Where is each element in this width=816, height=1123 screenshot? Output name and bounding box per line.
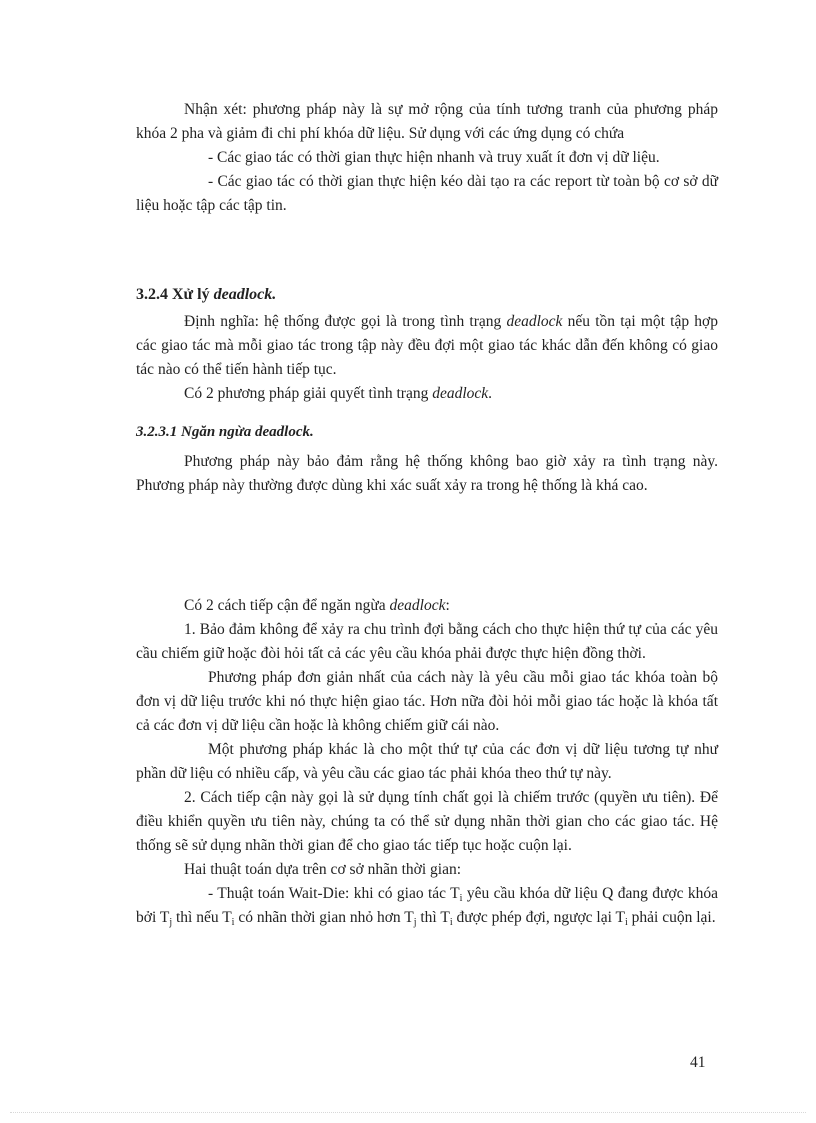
bullet-item: - Các giao tác có thời gian thực hiện nhanh và truy xuất ít đơn vị dữ liệu. bbox=[208, 149, 660, 166]
subsection-block bbox=[136, 450, 718, 498]
wait-die-paragraph: - Thuật toán Wait-Die: khi có giao tác $T_i$ yêu cầu khóa dữ liệu Q đang được khóa bởi $T_j$ thì nếu $T_i$ có nhãn thời gian nhỏ hơn $T_j$ thì $T_i$ được phép đợi, ngược lại $T_i$ phải cuộn lại. bbox=[136, 885, 719, 928]
algorithms-intro: Hai thuật toán dựa trên cơ sở nhãn thời gian: bbox=[184, 861, 462, 878]
section-heading: 3.2.4 Xử lý deadlock. bbox=[136, 286, 277, 303]
definition-paragraph: Định nghĩa: hệ thống được gọi là trong tình trạng deadlock nếu tồn tại một tập hợp các giao tác mà mỗi giao tác trong tập này đều đợi một giao tác khác dẫn đến không có giao tác nào có thể tiến hành tiếp tục. bbox=[136, 313, 718, 378]
page-bottom-divider bbox=[10, 1112, 806, 1113]
list-item-detail: Một phương pháp khác là cho một thứ tự của các đơn vị dữ liệu tương tự như phần dữ liệu có nhiều cấp, và yêu cầu các giao tác phải khóa theo thứ tự này. bbox=[136, 741, 718, 782]
methods-paragraph: Có 2 phương pháp giải quyết tình trạng deadlock. bbox=[184, 385, 493, 402]
subsection-paragraph: Phương pháp này bảo đảm rằng hệ thống không bao giờ xảy ra tình trạng này. Phương pháp này thường được dùng khi xác suất xảy ra trong hệ thống là khá cao. bbox=[136, 453, 718, 494]
page-number: 41 bbox=[690, 1054, 706, 1071]
list-item-detail: Phương pháp đơn giản nhất của cách này là yêu cầu mỗi giao tác khóa toàn bộ đơn vị dữ liệu trước khi nó thực hiện giao tác. Hơn nữa đòi hỏi mỗi giao tác hoặc là khóa tất cả các đơn vị dữ liệu cần hoặc là không chiếm giữ cái nào. bbox=[136, 669, 718, 734]
list-item: 1. Bảo đảm không để xảy ra chu trình đợi bằng cách cho thực hiện thứ tự của các yêu cầu chiếm giữ hoặc đòi hỏi tất cả các yêu cầu khóa phải được thực hiện đồng thời. bbox=[136, 621, 718, 662]
definition-block bbox=[136, 310, 718, 406]
remark-paragraph: Nhận xét: phương pháp này là sự mở rộng của tính tương tranh của phương pháp khóa 2 pha và giảm đi chi phí khóa dữ liệu. Sử dụng với các ứng dụng có chứa bbox=[136, 101, 718, 142]
approaches-block bbox=[136, 594, 718, 930]
bullet-item: - Các giao tác có thời gian thực hiện kéo dài tạo ra các report từ toàn bộ cơ sở dữ liệu hoặc tập các tập tin. bbox=[136, 173, 718, 214]
subsection-heading: 3.2.3.1 Ngăn ngừa deadlock. bbox=[136, 424, 314, 440]
intro-block bbox=[136, 98, 718, 218]
list-item: 2. Cách tiếp cận này gọi là sử dụng tính chất gọi là chiếm trước (quyền ưu tiên). Để điều khiển quyền ưu tiên này, chúng ta có thể sử dụng nhãn thời gian cho các giao tác. Hệ thống sẽ sử dụng nhãn thời gian để cho giao tác tiếp tục hoặc cuộn lại. bbox=[136, 789, 718, 854]
approaches-intro: Có 2 cách tiếp cận để ngăn ngừa deadlock: bbox=[184, 597, 450, 614]
